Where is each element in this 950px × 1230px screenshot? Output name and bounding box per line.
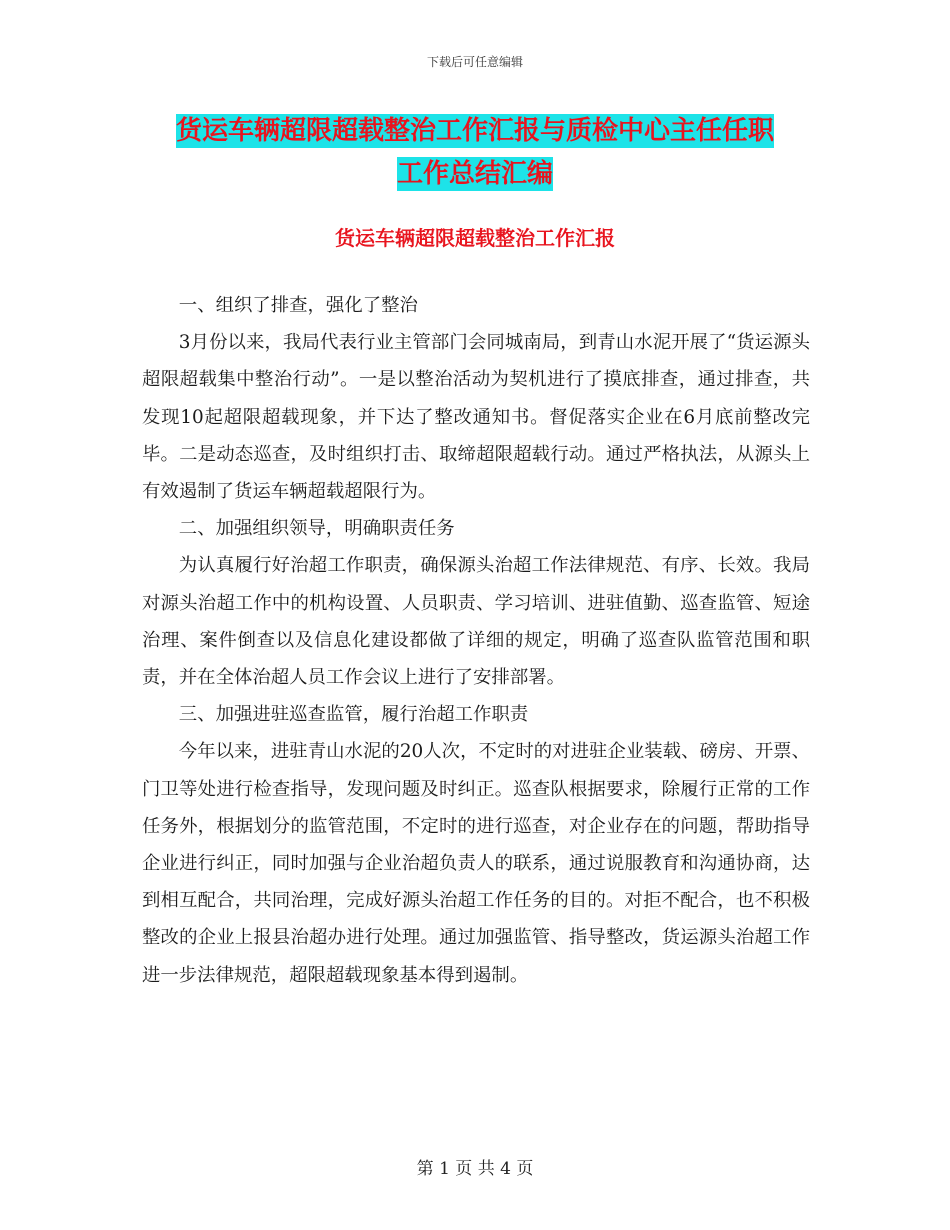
title-line-2: 工作总结汇编: [396, 159, 553, 189]
page-footer: 第 1 页 共 4 页: [416, 1159, 534, 1179]
paragraph-2: 为认真履行好治超工作职责，确保源头治超工作法律规范、有序、长效。我局对源头治超工作中的机构设置、人员职责、学习培训、进驻值勤、巡查监管、短途治理、案件倒查以及信息化建设都做了详细的规定，明确了巡查队监管范围和职责，并在全体治超人员工作会议上进行了安排部署。: [142, 555, 810, 689]
header-note: 下载后可任意编辑: [426, 55, 523, 69]
heading-2: 二、加强组织领导，明确职责任务: [178, 518, 455, 540]
document-title: [0, 110, 950, 196]
document-body: [142, 287, 810, 994]
section-title: 货运车辆超限超载整治工作汇报: [335, 226, 615, 250]
title-line-1: 货运车辆超限超载整治工作汇报与质检中心主任任职: [175, 116, 774, 146]
heading-3: 三、加强进驻巡查监管，履行治超工作职责: [178, 704, 529, 726]
paragraph-3: 今年以来，进驻青山水泥的20人次，不定时的对进驻企业装载、磅房、开票、门卫等处进行检查指导，发现问题及时纠正。巡查队根据要求，除履行正常的工作任务外，根据划分的监管范围，不定时的进行巡查，对企业存在的问题，帮助指导企业进行纠正，同时加强与企业治超负责人的联系，通过说服教育和沟通协商，达到相互配合，共同治理，完成好源头治超工作任务的目的。对拒不配合，也不积极整改的企业上报县治超办进行处理。通过加强监管、指导整改，货运源头治超工作进一步法律规范，超限超载现象基本得到遏制。: [142, 741, 810, 986]
paragraph-1: 3月份以来，我局代表行业主管部门会同城南局，到青山水泥开展了“货运源头超限超载集中整治行动”。一是以整治活动为契机进行了摸底排查，通过排查，共发现10起超限超载现象，并下达了整改通知书。督促落实企业在6月底前整改完毕。二是动态巡查，及时组织打击、取缔超限超载行动。通过严格执法，从源头上有效遏制了货运车辆超载超限行为。: [142, 332, 810, 503]
heading-1: 一、组织了排查，强化了整治: [178, 295, 418, 316]
